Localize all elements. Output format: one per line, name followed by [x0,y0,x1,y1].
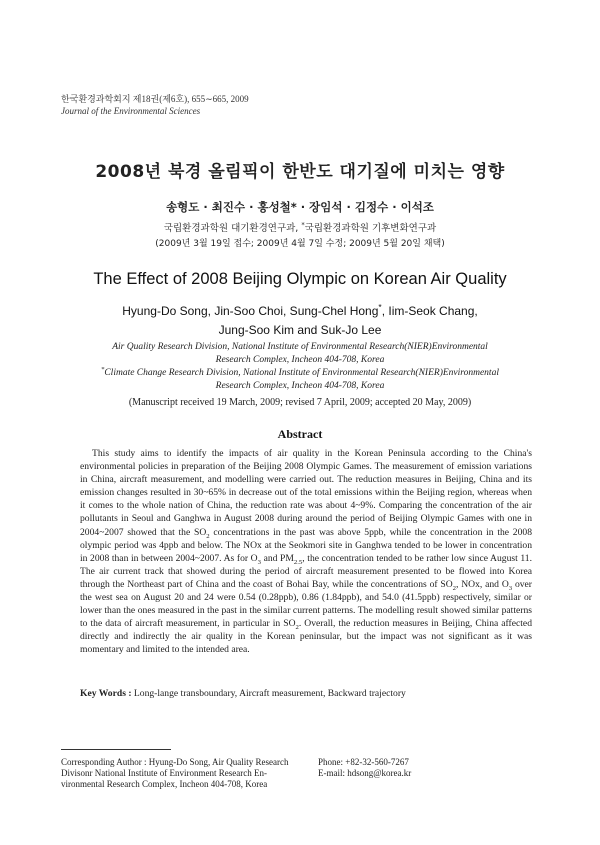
journal-name: Journal of the Environmental Sciences [61,106,201,116]
affiliation-korean-1: 국립환경과학원 대기환경연구과, [163,223,302,234]
dates-korean: (2009년 3월 19일 접수; 2009년 4월 7일 수정; 2009년 5월 20일 채택) [155,239,445,249]
keywords-text: Long-lange transboundary, Aircraft measurement, Backward trajectory [131,688,406,699]
affiliation-english-4: Research Complex, Incheon 404-708, Korea [215,381,385,391]
title-english: The Effect of 2008 Beijing Olympic on Korean Air Quality [93,270,507,288]
contact-email: E-mail: hdsong@korea.kr [318,768,412,778]
authors-english-1b: , Iim-Seok Chang, [381,304,478,318]
subscript: 2 [452,584,457,592]
keywords [80,688,406,699]
subscript: 3 [508,584,513,592]
affiliation-korean [0,220,600,234]
affiliation-korean-2: 국립환경과학원 기후변화연구과 [304,223,437,234]
affiliation-english-3: Climate Change Research Division, National Institute of Environmental Research(NIER)Environmental [104,368,499,378]
abstract-body [80,447,532,657]
authors-korean: 송형도 · 최진수 · 홍성철* · 장임석 · 김정수 · 이석조 [166,200,434,214]
corresponding-line1: Corresponding Author : Hyung-Do Song, Air Quality Research [61,757,289,767]
affiliation-english-mark: * [101,365,105,373]
authors-english-1a: Hyung-Do Song, Jin-Soo Choi, Sung-Chel Hong [122,304,379,318]
keywords-label: Key Words : [80,688,132,699]
affiliation-english-2: Research Complex, Incheon 404-708, Korea [215,355,385,365]
affiliation-korean-mark: * [301,220,305,229]
subscript: 2 [295,624,299,632]
abstract-heading: Abstract [277,427,323,441]
subscript: 3 [257,558,261,566]
abstract-text: , the concentration tended to be rather low since August 11. The air current track that showed during the period of aircraft measurement presented to be flowed into Korea through the Northeast part of China and the coast of Bohai Bay, while the concentrations of SO [80,552,533,590]
corresponding-author [61,757,301,790]
authors-english [0,302,600,340]
abstract-text: . Overall, the reduction measures in Beijing, China affected directly and indirectly the air quality in the Korean peninsular, but the impact was not significant as it was momentary and limited to the intended area. [80,618,532,656]
affiliation-english-1: Air Quality Research Division, National Institute of Environmental Research(NIER)Environmental [112,342,488,352]
authors-english-line1 [0,302,600,321]
contact-phone: Phone: +82-32-560-7267 [318,757,409,767]
affiliation-english [0,341,600,393]
footnote-divider [61,749,171,750]
abstract-text: and PM [260,552,294,564]
journal-citation: 한국환경과학회지 제18권(제6호), 655∼665, 2009 [61,94,249,104]
journal-header [61,93,249,117]
author-mark: * [378,302,382,312]
affiliation-english-3-wrap [0,367,600,380]
authors-english-line2: Jung-Soo Kim and Suk-Jo Lee [218,323,382,337]
title-korean: 2008년 북경 올림픽이 한반도 대기질에 미치는 영향 [95,162,505,182]
contact-info [318,757,411,779]
abstract-text: concentrations in the past was above 5ppb, while the concentration in the 2008 olympic period was 4ppb and below. The NOx at the Seokmori site in Ganghwa tended to be lower in concentration in 2008 than in between 2004~2007. As for O [80,526,532,564]
manuscript-dates: (Manuscript received 19 March, 2009; revised 7 April, 2009; accepted 20 May, 2009) [128,397,472,408]
subscript: 2.5 [293,558,303,566]
abstract-text: This study aims to identify the impacts of air quality in the Korean Peninsula according to the China's environmental policies in preparation of the Beijing 2008 Olympic Games. The measurement of emission variations in China, aircraft measurement, and modelling were carried out. The reduction measures in Beijing, China and its emission changes resulted in 30~65% in decrease out of the total emissions within the Beijing region, whereas when it comes to the whole nation of China, the reduction rate was about 4~9%. Comparing the concentration of the air pollutants in Seoul and Ganghwa in August 2008 during around the period of Beijing Olympic Games with one in 2004~2007 showed that the SO [80,448,532,538]
corresponding-line3: vironmental Research Complex, Incheon 404-708, Korea [61,779,268,789]
corresponding-line2: Divisonr National Institute of Environment Research En- [61,768,267,778]
abstract-text: , NOx, and O [456,578,509,590]
abstract-text: over the west sea on August 20 and 24 were 0.54 (0.28ppb), 0.86 (1.84ppb), and 54.0 (41.5ppb) respectively, similar or lower than the ones measured in the past in the similar current patterns. The modelling result showed similar patterns to the data of aircraft measurement, in particular in SO [80,578,532,630]
subscript: 2 [206,532,210,540]
